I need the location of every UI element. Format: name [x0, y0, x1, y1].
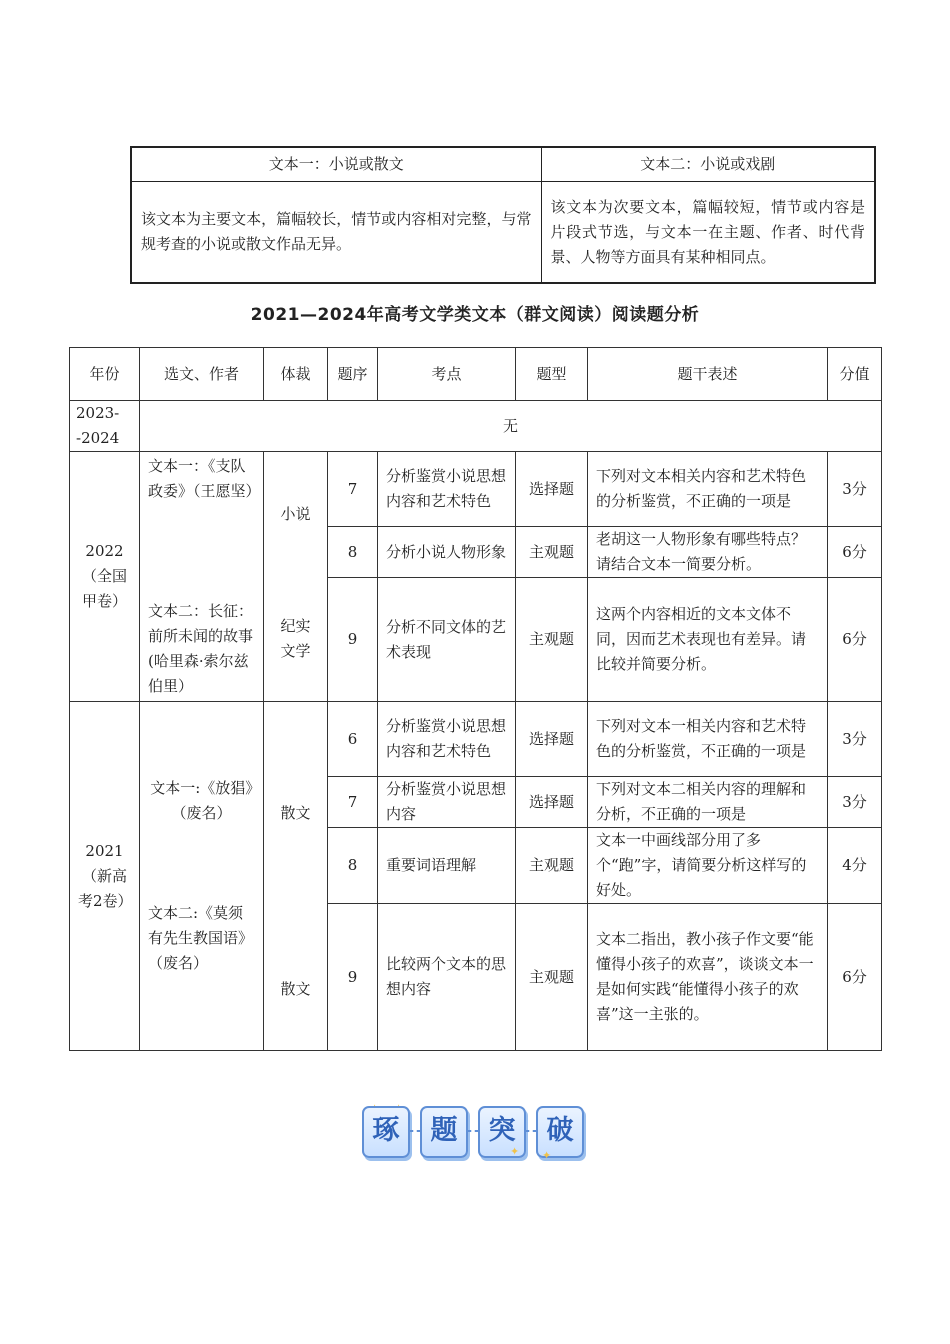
year-cell: 2021（新高考2卷） — [70, 702, 140, 1051]
question-stem-cell: 下列对文本二相关内容的理解和分析，不正确的一项是 — [588, 777, 828, 828]
selected-text-cell: 文本一：《支队政委》（王愿坚） — [140, 452, 264, 527]
score-cell: 4分 — [828, 828, 882, 904]
test-point-cell: 分析鉴赏小说思想内容和艺术特色 — [378, 452, 516, 527]
selected-text-cell: 文本一:《放猖》（废名） — [140, 702, 264, 828]
no-question-cell: 无 — [140, 401, 882, 452]
star-icon: ✦ — [510, 1145, 520, 1158]
question-stem-cell: 这两个内容相近的文本文体不同，因而艺术表现也有差异。请比较并简要分析。 — [588, 578, 828, 702]
score-cell: 6分 — [828, 527, 882, 578]
question-no-cell: 6 — [328, 702, 378, 777]
question-stem-cell: 下列对文本一相关内容和艺术特色的分析鉴赏，不正确的一项是 — [588, 702, 828, 777]
question-type-cell: 主观题 — [516, 828, 588, 904]
test-point-cell: 分析鉴赏小说思想内容 — [378, 777, 516, 828]
text1-description: 该文本为主要文本，篇幅较长，情节或内容相对完整，与常规考查的小说或散文作品无异。 — [131, 182, 541, 284]
header-question-stem: 题干表述 — [588, 348, 828, 401]
section-banner — [362, 1106, 588, 1160]
banner-char-3: 突 — [478, 1106, 526, 1158]
selected-text-cell: 文本二:《莫须有先生教国语》（废名） — [140, 828, 264, 1051]
header-question-type: 题型 — [516, 348, 588, 401]
text-comparison-table — [130, 146, 876, 284]
header-score: 分值 — [828, 348, 882, 401]
header-question-no: 题序 — [328, 348, 378, 401]
question-type-cell: 选择题 — [516, 452, 588, 527]
question-stem-cell: 老胡这一人物形象有哪些特点？请结合文本一简要分析。 — [588, 527, 828, 578]
question-no-cell: 7 — [328, 452, 378, 527]
exam-analysis-table — [69, 347, 882, 1051]
table-row — [70, 828, 882, 904]
analysis-title: 2021—2024年高考文学类文本（群文阅读）阅读题分析 — [250, 305, 700, 325]
genre-cell: 散文 — [264, 828, 328, 1051]
score-cell: 6分 — [828, 904, 882, 1051]
question-stem-cell: 文本二指出，教小孩子作文要“能懂得小孩子的欢喜”，谈谈文本一是如何实践“能懂得小孩子的欢喜”这一主张的。 — [588, 904, 828, 1051]
question-no-cell: 9 — [328, 904, 378, 1051]
table-row — [70, 702, 882, 777]
genre-cell: 散文 — [264, 702, 328, 828]
banner-char-1: 琢 — [362, 1106, 410, 1158]
table-row — [70, 401, 882, 452]
genre-cell: 小说 — [264, 452, 328, 578]
test-point-cell: 分析鉴赏小说思想内容和艺术特色 — [378, 702, 516, 777]
header-year: 年份 — [70, 348, 140, 401]
question-stem-cell: 下列对文本相关内容和艺术特色的分析鉴赏，不正确的一项是 — [588, 452, 828, 527]
score-cell: 3分 — [828, 702, 882, 777]
question-type-cell: 主观题 — [516, 904, 588, 1051]
banner-char-4: 破 — [536, 1106, 584, 1158]
question-type-cell: 主观题 — [516, 578, 588, 702]
question-no-cell: 7 — [328, 777, 378, 828]
star-icon: ✦ — [542, 1149, 552, 1162]
genre-cell: 纪实文学 — [264, 578, 328, 702]
test-point-cell: 分析不同文体的艺术表现 — [378, 578, 516, 702]
table-row — [70, 527, 882, 578]
question-type-cell: 选择题 — [516, 702, 588, 777]
text1-header: 文本一：小说或散文 — [131, 147, 541, 182]
selected-text-cell: 文本二：长征：前所未闻的故事(哈里森·索尔兹伯里） — [140, 527, 264, 702]
header-test-point: 考点 — [378, 348, 516, 401]
banner-char-2: 题 — [420, 1106, 468, 1158]
question-no-cell: 8 — [328, 527, 378, 578]
test-point-cell: 分析小说人物形象 — [378, 527, 516, 578]
question-no-cell: 8 — [328, 828, 378, 904]
header-text-author: 选文、作者 — [140, 348, 264, 401]
test-point-cell: 比较两个文本的思想内容 — [378, 904, 516, 1051]
question-type-cell: 主观题 — [516, 527, 588, 578]
score-cell: 3分 — [828, 777, 882, 828]
year-cell: 2023--2024 — [70, 401, 140, 452]
year-cell: 2022（全国甲卷） — [70, 452, 140, 702]
header-genre: 体裁 — [264, 348, 328, 401]
header-row — [70, 348, 882, 401]
text2-header: 文本二：小说或戏剧 — [541, 147, 875, 182]
question-no-cell: 9 — [328, 578, 378, 702]
score-cell: 6分 — [828, 578, 882, 702]
question-stem-cell: 文本一中画线部分用了多个“跑”字，请简要分析这样写的好处。 — [588, 828, 828, 904]
table-row — [70, 452, 882, 527]
test-point-cell: 重要词语理解 — [378, 828, 516, 904]
question-type-cell: 选择题 — [516, 777, 588, 828]
text2-description: 该文本为次要文本，篇幅较短，情节或内容是片段式节选，与文本一在主题、作者、时代背景、人物等方面具有某种相同点。 — [541, 182, 875, 284]
score-cell: 3分 — [828, 452, 882, 527]
